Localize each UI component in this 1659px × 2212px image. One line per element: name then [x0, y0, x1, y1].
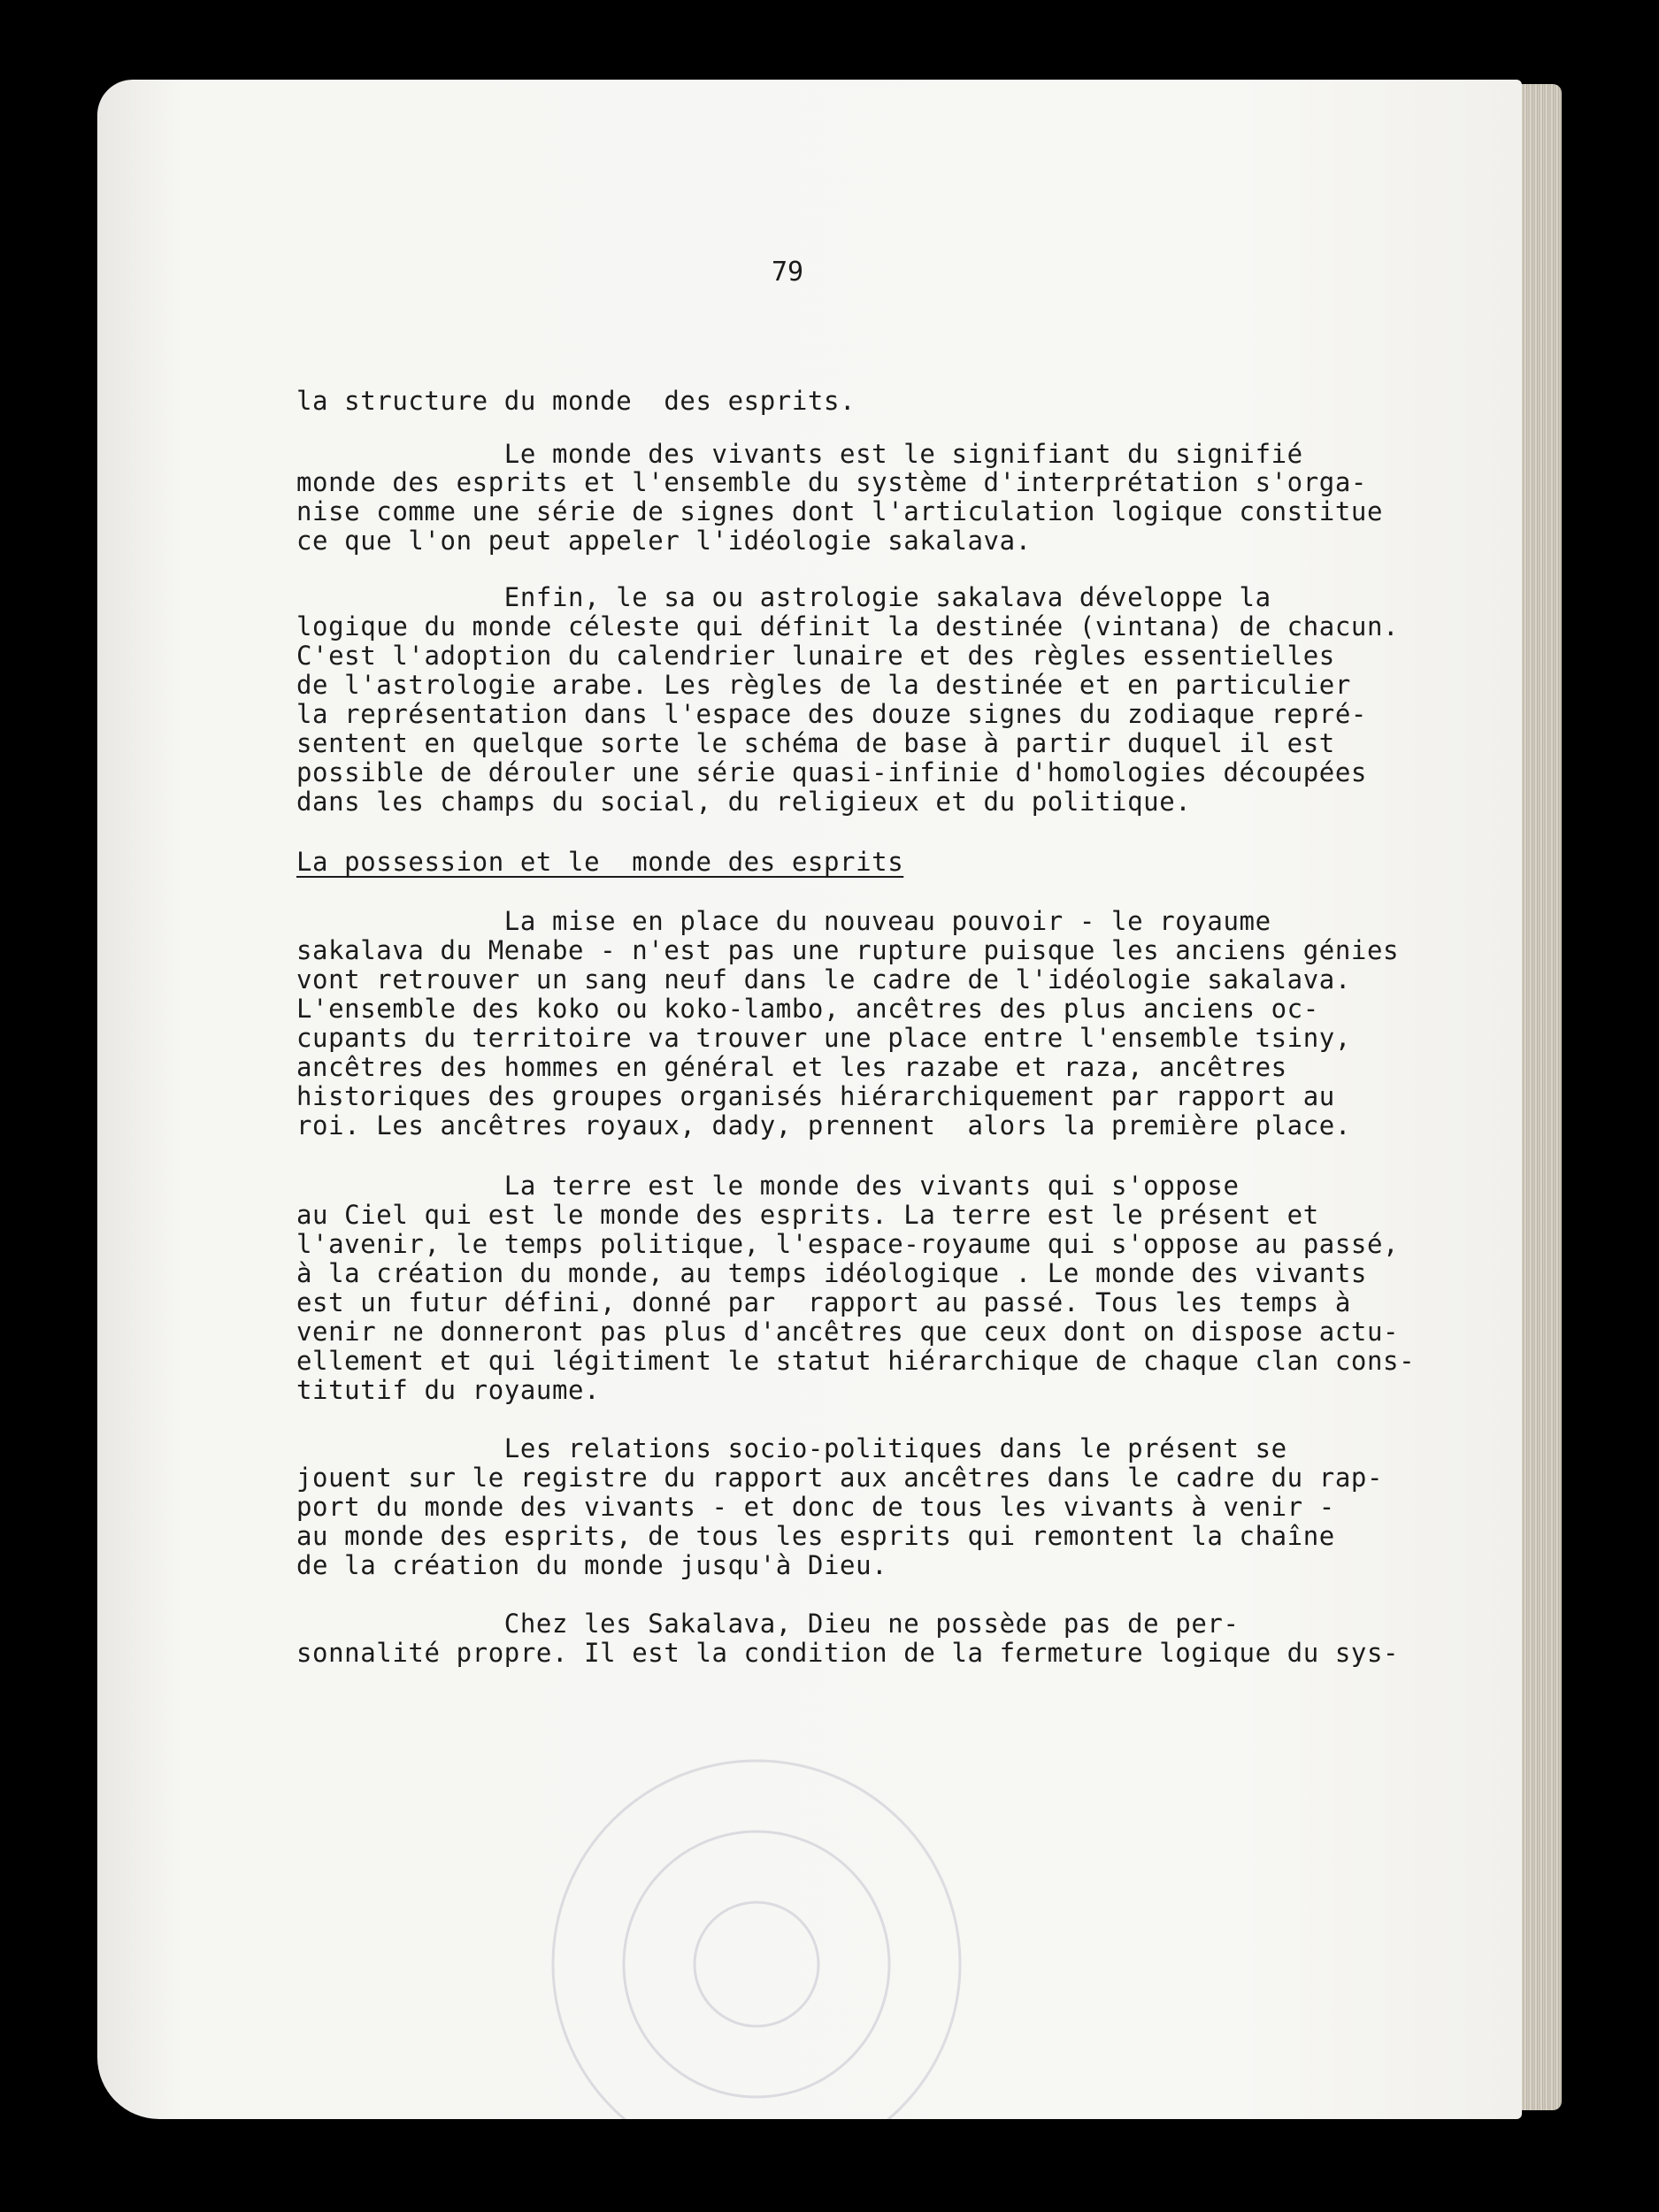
section-heading: La possession et le monde des esprits — [296, 847, 904, 877]
text-line: Le monde des vivants est le signifiant du signifié — [296, 439, 1303, 469]
text-line: roi. Les ancêtres royaux, dady, prennent alors la première place. — [296, 1110, 1351, 1141]
text-line: L'ensemble des koko ou koko-lambo, ancêtres des plus anciens oc- — [296, 994, 1319, 1024]
text-line: Enfin, le sa ou astrologie sakalava développe la — [296, 582, 1271, 612]
text-line: de l'astrologie arabe. Les règles de la destinée et en particulier — [296, 670, 1351, 700]
text-line: port du monde des vivants - et donc de tous les vivants à venir - — [296, 1492, 1335, 1522]
text-line: la représentation dans l'espace des douze signes du zodiaque repré- — [296, 699, 1367, 729]
text-line: au monde des esprits, de tous les esprits qui remontent la chaîne — [296, 1521, 1335, 1551]
text-line: sentent en quelque sorte le schéma de base à partir duquel il est — [296, 728, 1335, 758]
text-line: Les relations socio-politiques dans le présent se — [296, 1433, 1287, 1463]
text-line: la structure du monde des esprits. — [296, 386, 856, 416]
text-line: au Ciel qui est le monde des esprits. La terre est le présent et — [296, 1200, 1319, 1230]
text-line: ce que l'on peut appeler l'idéologie sakalava. — [296, 526, 1032, 556]
text-line: sakalava du Menabe - n'est pas une rupture puisque les anciens génies — [296, 935, 1400, 965]
text-line: sonnalité propre. Il est la condition de la fermeture logique du sys- — [296, 1638, 1400, 1668]
text-line: cupants du territoire va trouver une place entre l'ensemble tsiny, — [296, 1023, 1351, 1053]
text-line: logique du monde céleste qui définit la destinée (vintana) de chacun. — [296, 611, 1400, 641]
page-number: 79 — [772, 257, 804, 288]
text-line: titutif du royaume. — [296, 1375, 601, 1405]
text-line: ellement et qui légitiment le statut hiérarchique de chaque clan cons- — [296, 1346, 1416, 1376]
text-line: historiques des groupes organisés hiérarchiquement par rapport au — [296, 1081, 1335, 1111]
text-line: ancêtres des hommes en général et les razabe et raza, ancêtres — [296, 1052, 1287, 1082]
text-line: est un futur défini, donné par rapport au passé. Tous les temps à — [296, 1287, 1351, 1317]
text-line: Chez les Sakalava, Dieu ne possède pas de per- — [296, 1609, 1240, 1639]
text-line: l'avenir, le temps politique, l'espace-royaume qui s'oppose au passé, — [296, 1229, 1400, 1259]
text-line: venir ne donneront pas plus d'ancêtres que ceux dont on dispose actu- — [296, 1317, 1400, 1347]
text-line: La mise en place du nouveau pouvoir - le royaume — [296, 906, 1271, 936]
text-line: à la création du monde, au temps idéologique . Le monde des vivants — [296, 1258, 1367, 1288]
text-line: de la création du monde jusqu'à Dieu. — [296, 1550, 888, 1580]
text-line: monde des esprits et l'ensemble du système d'interprétation s'orga- — [296, 467, 1367, 497]
book-page — [97, 80, 1522, 2119]
text-line: vont retrouver un sang neuf dans le cadre de l'idéologie sakalava. — [296, 964, 1351, 995]
text-line: C'est l'adoption du calendrier lunaire et des règles essentielles — [296, 641, 1335, 671]
text-line: nise comme une série de signes dont l'articulation logique constitue — [296, 496, 1384, 526]
text-line: possible de dérouler une série quasi-infinie d'homologies découpées — [296, 757, 1367, 787]
text-line: dans les champs du social, du religieux et du politique. — [296, 787, 1192, 817]
text-line: La terre est le monde des vivants qui s'oppose — [296, 1171, 1240, 1201]
text-line: jouent sur le registre du rapport aux ancêtres dans le cadre du rap- — [296, 1463, 1384, 1493]
